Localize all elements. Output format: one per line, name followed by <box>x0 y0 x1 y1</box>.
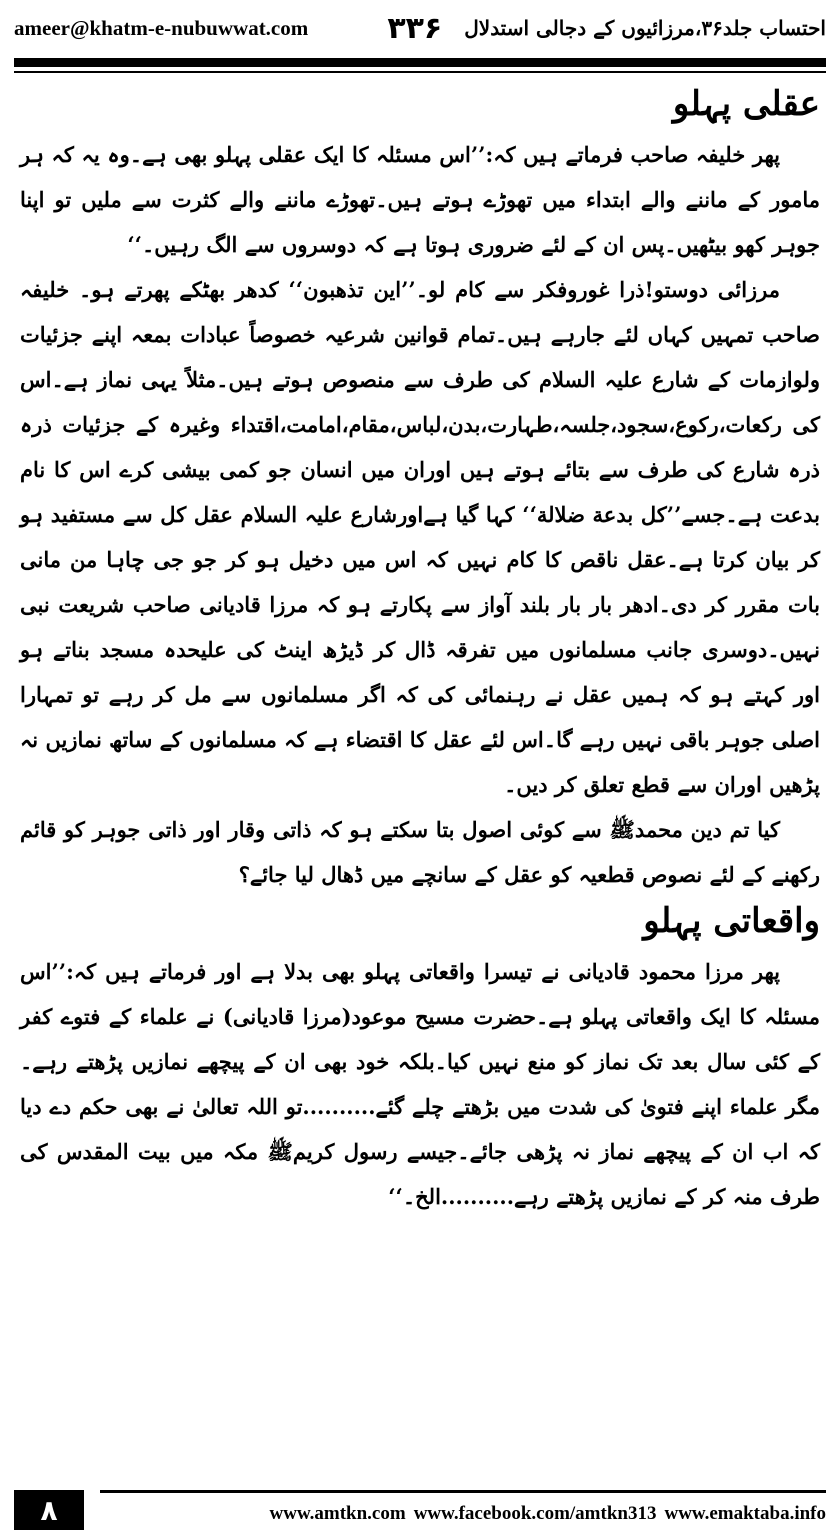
header-rule-thick <box>14 58 826 67</box>
header-right <box>387 11 826 46</box>
paragraph: کیا تم دین محمدﷺ سے کوئی اصول بتا سکتے ہو کہ ذاتی وقار اور ذاتی جوہر کو قائم رکھنے کے لئے نصوص قطعیہ کو عقل کے سانچے میں ڈھال لیا جائے؟ <box>20 817 820 887</box>
footer-links <box>100 1496 826 1532</box>
footer-link-amtkn[interactable]: www.amtkn.com <box>269 1503 406 1524</box>
footer-link-facebook[interactable]: www.facebook.com/amtkn313 <box>413 1503 657 1524</box>
header-email[interactable]: ameer@khatm-e-nubuwwat.com <box>14 15 309 40</box>
page-content <box>20 80 820 1219</box>
footer-link-emaktaba[interactable]: www.emaktaba.info <box>664 1503 826 1524</box>
paragraph: پھر خلیفہ صاحب فرماتے ہیں کہ:’’اس مسئلہ کا ایک عقلی پہلو بھی ہے۔وہ یہ کہ ہر مامور کے ماننے والے ابتداء میں تھوڑے ہوتے ہیں۔تھوڑے ماننے والے کثرت سے ملیں تو اپنا جوہر کھو بیٹھیں۔پس ان کے لئے ضروری ہوتا ہے کہ دوسروں سے الگ رہیں۔‘‘ <box>20 142 820 257</box>
page-footer <box>0 1488 840 1540</box>
footer-page-box: ۸ <box>14 1490 84 1530</box>
page-header <box>14 8 826 48</box>
header-rule-thin <box>14 71 826 73</box>
book-title: احتساب جلد۳۶،مرزائیوں کے دجالی استدلال <box>464 16 826 40</box>
page-number: ۳۳۶ <box>387 10 443 46</box>
footer-rule <box>100 1490 826 1493</box>
paragraph: پھر مرزا محمود قادیانی نے تیسرا واقعاتی پہلو بھی بدلا ہے اور فرماتے ہیں کہ:’’اس مسئلہ کا ایک واقعاتی پہلو ہے۔حضرت مسیح موعود(مرزا قادیانی) نے علماء کے فتوے کفر کے کئی سال بعد تک نماز کو منع نہیں کیا۔بلکہ خود بھی ان کے پیچھے نمازیں پڑھتے رہے۔مگر علماء اپنے فتویٰ کی شدت میں بڑھتے چلے گئے..........تو اللہ تعالیٰ نے بھی حکم دے دیا کہ اب ان کے پیچھے نماز نہ پڑھی جائے۔جیسے رسول کریمﷺ مکہ میں بیت المقدس کی طرف منہ کر کے نمازیں پڑھتے رہے..........الخ۔‘‘ <box>20 959 820 1209</box>
paragraph: مرزائی دوستو!ذرا غوروفکر سے کام لو۔’’این تذھبون‘‘ کدھر بھٹکے پھرتے ہو۔ خلیفہ صاحب تمہیں کہاں لئے جارہے ہیں۔تمام قوانین شرعیہ خصوصاً عبادات بمعہ اپنے جزئیات ولوازمات کے شارع علیہ السلام کی طرف سے منصوص ہوتے ہیں۔مثلاً یہی نماز ہے۔اس کی رکعات،رکوع،سجود،جلسہ،طہارت،بدن،لباس،مقام،امامت،اقتداء وغیرہ کے جزئیات ذرہ ذرہ شارع کی طرف سے بتائے ہوتے ہیں اوران میں انسان جو کمی بیشی کرے اس کا نام بدعت ہے۔جسے’’کل بدعة ضلالة‘‘ کہا گیا ہےاورشارع علیہ السلام عقل کل سے مستفید ہو کر بیان کرتا ہے۔عقل ناقص کا کام نہیں کہ اس میں دخیل ہو کر جو جی چاہا من مانی بات مقرر کر دی۔ادھر بار بار بلند آواز سے پکارتے ہو کہ مرزا قادیانی صاحب شریعت نبی نہیں۔دوسری جانب مسلمانوں میں تفرقہ ڈال کر ڈیڑھ اینٹ کی علیحدہ مسجد بناتے ہو اور کہتے ہو کہ ہمیں عقل نے رہنمائی کی کہ اگر مسلمانوں سے مل کر رہے تو تمہارا اصلی جوہر باقی نہیں رہے گا۔اس لئے عقل کا اقتضاء ہے کہ مسلمانوں کے ساتھ نمازیں نہ پڑھیں اوران سے قطع تعلق کر دیں۔ <box>20 277 820 797</box>
section-heading-waqiati: واقعاتی پہلو <box>643 901 820 941</box>
section-heading-aqli: عقلی پہلو <box>672 84 820 124</box>
